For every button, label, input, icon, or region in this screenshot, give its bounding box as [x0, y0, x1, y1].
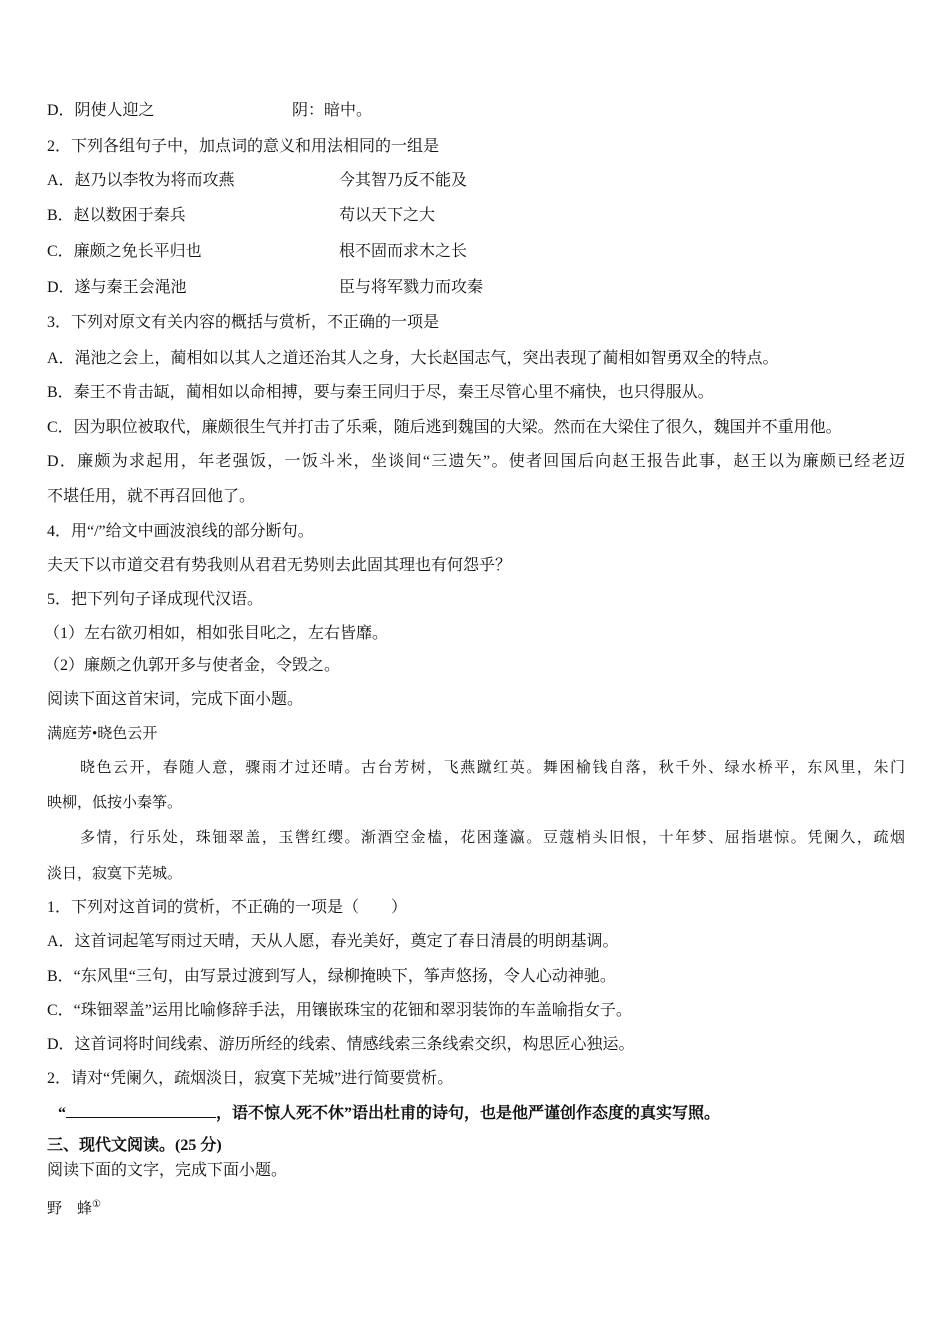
answer-blank[interactable]: [66, 1103, 216, 1118]
option-line: B．赵以数困于秦兵 苟以天下之大: [47, 207, 436, 224]
question-3: 3．下列对原文有关内容的概括与赏析，不正确的一项是: [47, 314, 440, 331]
option-line: D．这首词将时间线索、游历所经的线索、情感线索三条线索交织，构思匠心独运。: [47, 1036, 635, 1053]
option-gloss: 阴：暗中。: [292, 102, 373, 119]
poem-question-2: 2．请对“凭阑久，疏烟淡日，寂寞下芜城”进行简要赏析。: [47, 1070, 454, 1087]
option-line: A．这首词起笔写雨过天晴，天从人愿，春光美好，奠定了春日清晨的明朗基调。: [47, 933, 619, 950]
poem-title: 满庭芳•晓色云开: [47, 726, 158, 742]
option-line: B．秦王不肯击缻，蔺相如以命相搏，要与秦王同归于尽，秦王尽管心里不痛快，也只得服从。: [47, 384, 714, 401]
section-heading: 三、现代文阅读。(25 分): [47, 1137, 222, 1154]
option-line: C．因为职位被取代，廉颇很生气并打击了乐乘，随后逃到魏国的大梁。然而在大梁住了很久，魏国并不重用他。: [47, 419, 842, 436]
question-5: 5．把下列句子译成现代汉语。: [47, 591, 264, 608]
option-line: A．赵乃以李牧为将而攻燕 今其智乃反不能及: [47, 172, 468, 189]
option-line: C．“珠钿翠盖”运用比喻修辞手法，用镶嵌珠宝的花钿和翠羽装饰的车盖喻指女子。: [47, 1002, 632, 1019]
option-line: A．渑池之会上，蔺相如以其人之道还治其人之身，大长赵国志气，突出表现了蔺相如智勇双全的特点。: [47, 350, 779, 367]
poem-stanza-1-cont: 映柳，低按小秦筝。: [47, 795, 183, 811]
question-5-1: （1）左右欲刃相如，相如张目叱之，左右皆靡。: [44, 625, 389, 642]
poem-stanza-2-cont: 淡日，寂寞下芜城。: [47, 866, 183, 882]
story-title: 野 蜂①: [47, 1199, 101, 1217]
question-2: 2．下列各组句子中，加点词的意义和用法相同的一组是: [47, 138, 440, 155]
option-line-cont: 不堪任用，就不再召回他了。: [47, 488, 256, 505]
option-line: B．“东风里“三句，由写景过渡到写人，绿柳掩映下，筝声悠扬，令人心动神驰。: [47, 968, 616, 985]
fill-blank-question: “ ，语不惊人死不休”语出杜甫的诗句，也是他严谨创作态度的真实写照。: [58, 1105, 721, 1122]
question-5-2: （2）廉颇之仇郭开多与使者金，令毁之。: [44, 657, 341, 674]
poem-intro: 阅读下面这首宋词，完成下面小题。: [47, 691, 304, 708]
question-4-text: 夫天下以市道交君有势我则从君君无势则去此固其理也有何怨乎？: [47, 557, 512, 574]
option-line: C．廉颇之免长平归也 根不固而求木之长: [47, 243, 468, 260]
poem-stanza-1: 晓色云开，春随人意，骤雨才过还晴。古台芳树，飞燕蹴红英。舞困榆钱自落，秋千外、绿水桥平，东风里，朱门: [80, 760, 905, 776]
footnote-marker: ①: [92, 1199, 101, 1210]
option-line: D．阴使人迎之 阴：暗中。: [47, 102, 373, 119]
poem-stanza-2: 多情，行乐处，珠钿翠盖，玉辔红缨。渐酒空金榼，花困蓬瀛。豆蔻梢头旧恨，十年梦、屈指堪惊。凭阑久，疏烟: [80, 830, 905, 846]
poem-question-1: 1．下列对这首词的赏析，不正确的一项是（ ）: [47, 899, 408, 916]
option-line: D．廉颇为求起用，年老强饭，一饭斗米，坐谈间“三遗矢”。使者回国后向赵王报告此事，赵王以为廉颇已经老迈: [47, 453, 905, 470]
option-line: D．遂与秦王会渑池 臣与将军戮力而攻秦: [47, 279, 484, 296]
section-intro: 阅读下面的文字，完成下面小题。: [47, 1162, 288, 1179]
question-4: 4．用“/”给文中画波浪线的部分断句。: [47, 523, 314, 540]
